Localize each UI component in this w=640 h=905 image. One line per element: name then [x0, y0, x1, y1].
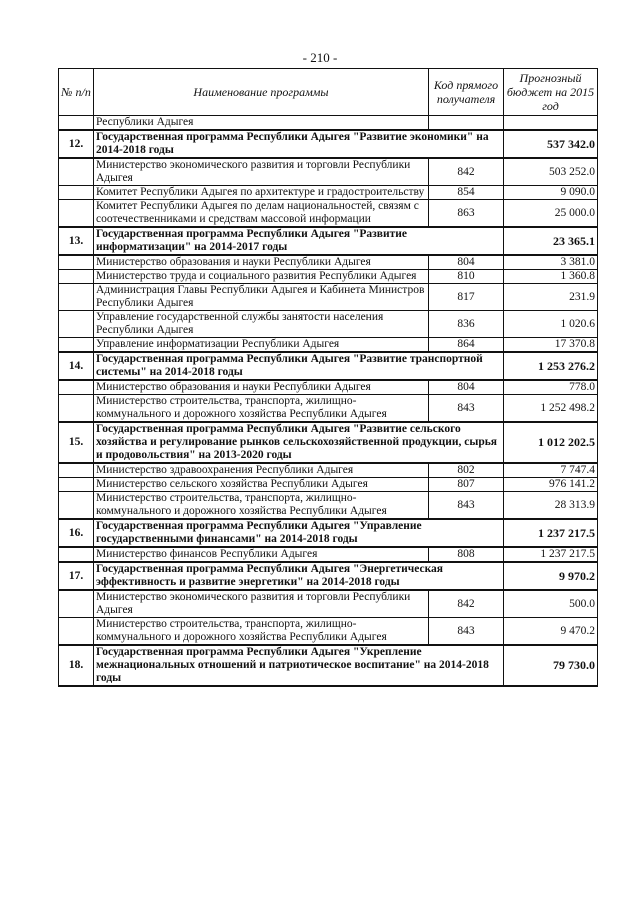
recipient-name: Министерство строительства, транспорта, жилищно-коммунального и дорожного хозяйства Республики Адыгея — [94, 395, 429, 423]
header-name: Наименование программы — [94, 69, 429, 116]
program-amount: 9 970.2 — [504, 562, 598, 590]
recipient-row — [59, 590, 598, 618]
program-row — [59, 422, 598, 463]
recipient-row — [59, 186, 598, 200]
recipient-name: Министерство экономического развития и торговли Республики Адыгея — [94, 158, 429, 186]
recipient-row — [59, 284, 598, 311]
recipient-row — [59, 478, 598, 492]
recipient-amount: 9 470.2 — [504, 618, 598, 646]
recipient-name: Министерство здравоохранения Республики Адыгея — [94, 463, 429, 478]
recipient-row — [59, 547, 598, 562]
recipient-code: 808 — [429, 547, 504, 562]
recipient-code: 836 — [429, 311, 504, 338]
recipient-code: 842 — [429, 158, 504, 186]
program-name: Государственная программа Республики Адыгея "Укрепление межнациональных отношений и патриотическое воспитание" на 2014-2018 годы — [94, 645, 504, 686]
recipient-name: Комитет Республики Адыгея по архитектуре и градостроительству — [94, 186, 429, 200]
recipient-name: Министерство сельского хозяйства Республики Адыгея — [94, 478, 429, 492]
program-row — [59, 562, 598, 590]
recipient-code: 807 — [429, 478, 504, 492]
program-amount: 79 730.0 — [504, 645, 598, 686]
recipient-row — [59, 380, 598, 395]
program-number: 17. — [59, 562, 94, 590]
recipient-row — [59, 200, 598, 228]
recipient-name: Министерство строительства, транспорта, жилищно-коммунального и дорожного хозяйства Республики Адыгея — [94, 492, 429, 520]
program-row — [59, 352, 598, 380]
header-code: Код прямого получателя — [429, 69, 504, 116]
recipient-amount: 17 370.8 — [504, 338, 598, 353]
program-number: 12. — [59, 130, 94, 158]
program-number: 13. — [59, 227, 94, 255]
recipient-row — [59, 311, 598, 338]
recipient-code: 864 — [429, 338, 504, 353]
recipient-code: 843 — [429, 395, 504, 423]
recipient-name: Министерство образования и науки Республики Адыгея — [94, 255, 429, 270]
program-name: Государственная программа Республики Адыгея "Развитие экономики" на 2014-2018 годы — [94, 130, 504, 158]
recipient-row — [59, 618, 598, 646]
recipient-amount: 3 381.0 — [504, 255, 598, 270]
recipient-amount: 28 313.9 — [504, 492, 598, 520]
recipient-code: 804 — [429, 255, 504, 270]
recipient-name: Управление информатизации Республики Адыгея — [94, 338, 429, 353]
recipient-code: 810 — [429, 270, 504, 284]
program-amount: 1 253 276.2 — [504, 352, 598, 380]
recipient-amount: 976 141.2 — [504, 478, 598, 492]
recipient-amount: 500.0 — [504, 590, 598, 618]
header-num: № п/п — [59, 69, 94, 116]
recipient-amount: 7 747.4 — [504, 463, 598, 478]
recipient-code: 863 — [429, 200, 504, 228]
program-name: Государственная программа Республики Адыгея "Развитие транспортной системы" на 2014-2018 годы — [94, 352, 504, 380]
program-row — [59, 645, 598, 686]
program-number: 18. — [59, 645, 94, 686]
recipient-amount: 231.9 — [504, 284, 598, 311]
recipient-amount: 1 237 217.5 — [504, 547, 598, 562]
budget-table — [58, 68, 598, 687]
recipient-row — [59, 338, 598, 353]
recipient-code: 804 — [429, 380, 504, 395]
recipient-name: Министерство труда и социального развития Республики Адыгея — [94, 270, 429, 284]
program-number: 15. — [59, 422, 94, 463]
recipient-amount: 1 360.8 — [504, 270, 598, 284]
recipient-name: Администрация Главы Республики Адыгея и Кабинета Министров Республики Адыгея — [94, 284, 429, 311]
recipient-name: Министерство экономического развития и торговли Республики Адыгея — [94, 590, 429, 618]
recipient-amount: 25 000.0 — [504, 200, 598, 228]
program-row — [59, 519, 598, 547]
recipient-row — [59, 255, 598, 270]
recipient-amount: 1 252 498.2 — [504, 395, 598, 423]
recipient-row — [59, 270, 598, 284]
recipient-code: 817 — [429, 284, 504, 311]
continuation-text: Республики Адыгея — [94, 116, 429, 131]
recipient-name: Министерство образования и науки Республики Адыгея — [94, 380, 429, 395]
program-name: Государственная программа Республики Адыгея "Управление государственными финансами" на 2014-2018 годы — [94, 519, 504, 547]
program-amount: 1 012 202.5 — [504, 422, 598, 463]
recipient-amount: 9 090.0 — [504, 186, 598, 200]
program-row — [59, 130, 598, 158]
recipient-row — [59, 463, 598, 478]
header-budget: Прогнозный бюджет на 2015 год — [504, 69, 598, 116]
program-amount: 23 365.1 — [504, 227, 598, 255]
continuation-row — [59, 116, 598, 131]
recipient-amount: 503 252.0 — [504, 158, 598, 186]
recipient-code: 843 — [429, 618, 504, 646]
page-number: - 210 - — [302, 50, 338, 65]
recipient-amount: 778.0 — [504, 380, 598, 395]
program-number: 16. — [59, 519, 94, 547]
recipient-code: 842 — [429, 590, 504, 618]
program-name: Государственная программа Республики Адыгея "Развитие сельского хозяйства и регулирование рынков сельскохозяйственной продукции, сырья и продовольствия" на 2013-2020 годы — [94, 422, 504, 463]
recipient-code: 843 — [429, 492, 504, 520]
recipient-row — [59, 158, 598, 186]
program-row — [59, 227, 598, 255]
table-header-row — [59, 69, 598, 116]
program-name: Государственная программа Республики Адыгея "Энергетическая эффективность и развитие энергетики" на 2014-2018 годы — [94, 562, 504, 590]
recipient-name: Комитет Республики Адыгея по делам национальностей, связям с соотечественниками и средствам массовой информации — [94, 200, 429, 228]
program-amount: 537 342.0 — [504, 130, 598, 158]
recipient-row — [59, 492, 598, 520]
program-amount: 1 237 217.5 — [504, 519, 598, 547]
recipient-row — [59, 395, 598, 423]
recipient-code: 854 — [429, 186, 504, 200]
recipient-name: Министерство строительства, транспорта, жилищно-коммунального и дорожного хозяйства Республики Адыгея — [94, 618, 429, 646]
recipient-name: Управление государственной службы занятости населения Республики Адыгея — [94, 311, 429, 338]
recipient-code: 802 — [429, 463, 504, 478]
program-name: Государственная программа Республики Адыгея "Развитие информатизации" на 2014-2017 годы — [94, 227, 504, 255]
recipient-name: Министерство финансов Республики Адыгея — [94, 547, 429, 562]
program-number: 14. — [59, 352, 94, 380]
recipient-amount: 1 020.6 — [504, 311, 598, 338]
